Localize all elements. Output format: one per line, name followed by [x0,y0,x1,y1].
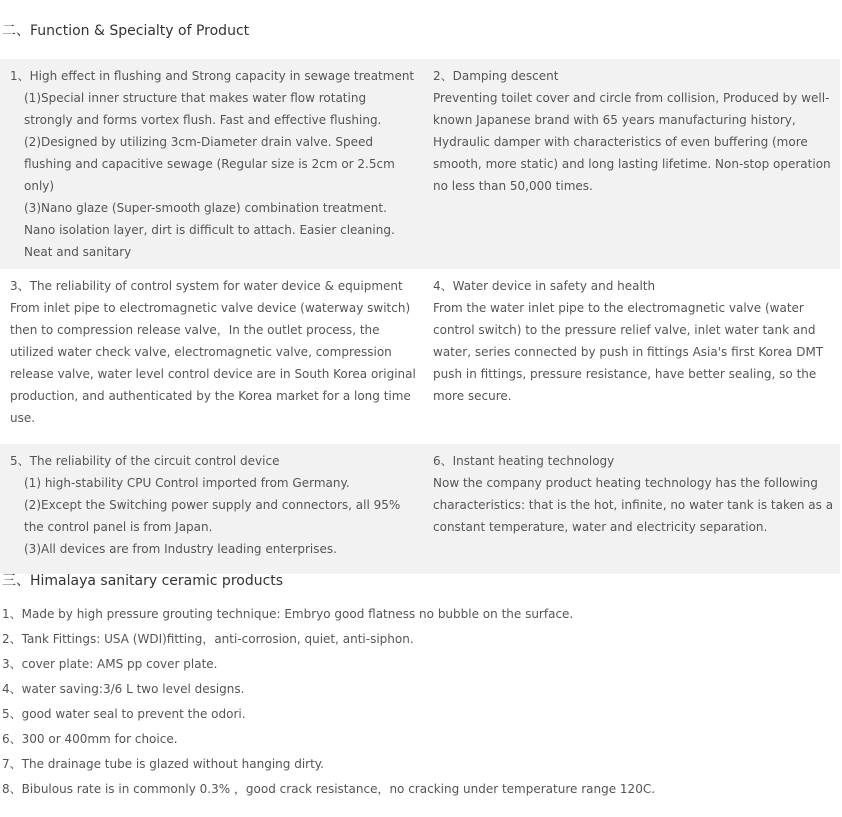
list-item: 1、Made by high pressure grouting technique: Embryo good flatness no bubble on the surface. [2,607,574,621]
spec-line: Now the company product heating technology has the following characteristics: that is the hot, infinite, no water tank is taken as a constant temperature, water and electricity separation. [433,476,834,534]
spec-line: From inlet pipe to electromagnetic valve device (waterway switch) then to compression release valve，In the outlet process, the utilized water check valve, electromagnetic valve, compression release valve, water level control device are in South Korea original production, and authenticated by the Korea market for a long time use. [10,301,416,425]
spec-line: (3)Nano glaze (Super-smooth glaze) combination treatment. Nano isolation layer, dirt is difficult to attach. Easier cleaning. Neat and sanitary [24,201,395,259]
spec-title: 5、The reliability of the circuit control device [10,454,280,468]
spec-cell-circuit-control [0,444,423,574]
spec-line: (3)All devices are from Industry leading enterprises. [24,542,337,556]
function-section-heading: 二、Function & Specialty of Product [2,23,250,39]
spec-cell-instant-heating [423,444,840,574]
spec-title: 4、Water device in safety and health [433,279,656,293]
spec-line: (1) high-stability CPU Control imported from Germany. [24,476,350,490]
spec-cell-damping [423,59,840,269]
spec-title: 3、The reliability of control system for water device & equipment [10,279,403,293]
ceramic-feature-list [2,602,655,802]
spec-cell-water-safety [423,269,840,444]
spec-line: Preventing toilet cover and circle from collision, Produced by well-known Japanese brand with 65 years manufacturing history, Hydraulic damper with characteristics of even buffering (more smooth, more static) and long lasting lifetime. Non-stop operation no less than 50,000 times. [433,91,831,193]
list-item: 3、cover plate: AMS pp cover plate. [2,657,218,671]
ceramic-section-heading: 三、Himalaya sanitary ceramic products [2,573,284,589]
list-item: 6、300 or 400mm for choice. [2,732,178,746]
list-item: 4、water saving:3/6 L two level designs. [2,682,245,696]
spec-title: 6、Instant heating technology [433,454,615,468]
list-item: 2、Tank Fittings: USA (WDI)fitting，anti-corrosion, quiet, anti-siphon. [2,632,414,646]
spec-cell-flushing [0,59,423,269]
spec-cell-control-system [0,269,423,444]
table-row [0,59,840,269]
table-row [0,269,840,444]
list-item: 7、The drainage tube is glazed without hanging dirty. [2,757,324,771]
spec-line: (2)Except the Switching power supply and connectors, all 95% the control panel is from Japan. [24,498,401,534]
spec-title: 2、Damping descent [433,69,559,83]
spec-line: From the water inlet pipe to the electromagnetic valve (water control switch) to the pressure relief valve, inlet water tank and water, series connected by push in fittings Asia's first Korea DMT push in fittings, pressure resistance, have better sealing, so the more secure. [433,301,824,403]
list-item: 5、good water seal to prevent the odori. [2,707,246,721]
spec-title: 1、High effect in flushing and Strong capacity in sewage treatment [10,69,415,83]
table-row [0,444,840,574]
spec-line: (1)Special inner structure that makes water flow rotating strongly and forms vortex flush. Fast and effective flushing. [24,91,382,127]
function-specialty-table [0,59,840,574]
spec-line: (2)Designed by utilizing 3cm-Diameter drain valve. Speed flushing and capacitive sewage (Regular size is 2cm or 2.5cm only) [24,135,395,193]
list-item: 8、Bibulous rate is in commonly 0.3% ，good crack resistance，no cracking under temperature range 120C. [2,782,656,796]
